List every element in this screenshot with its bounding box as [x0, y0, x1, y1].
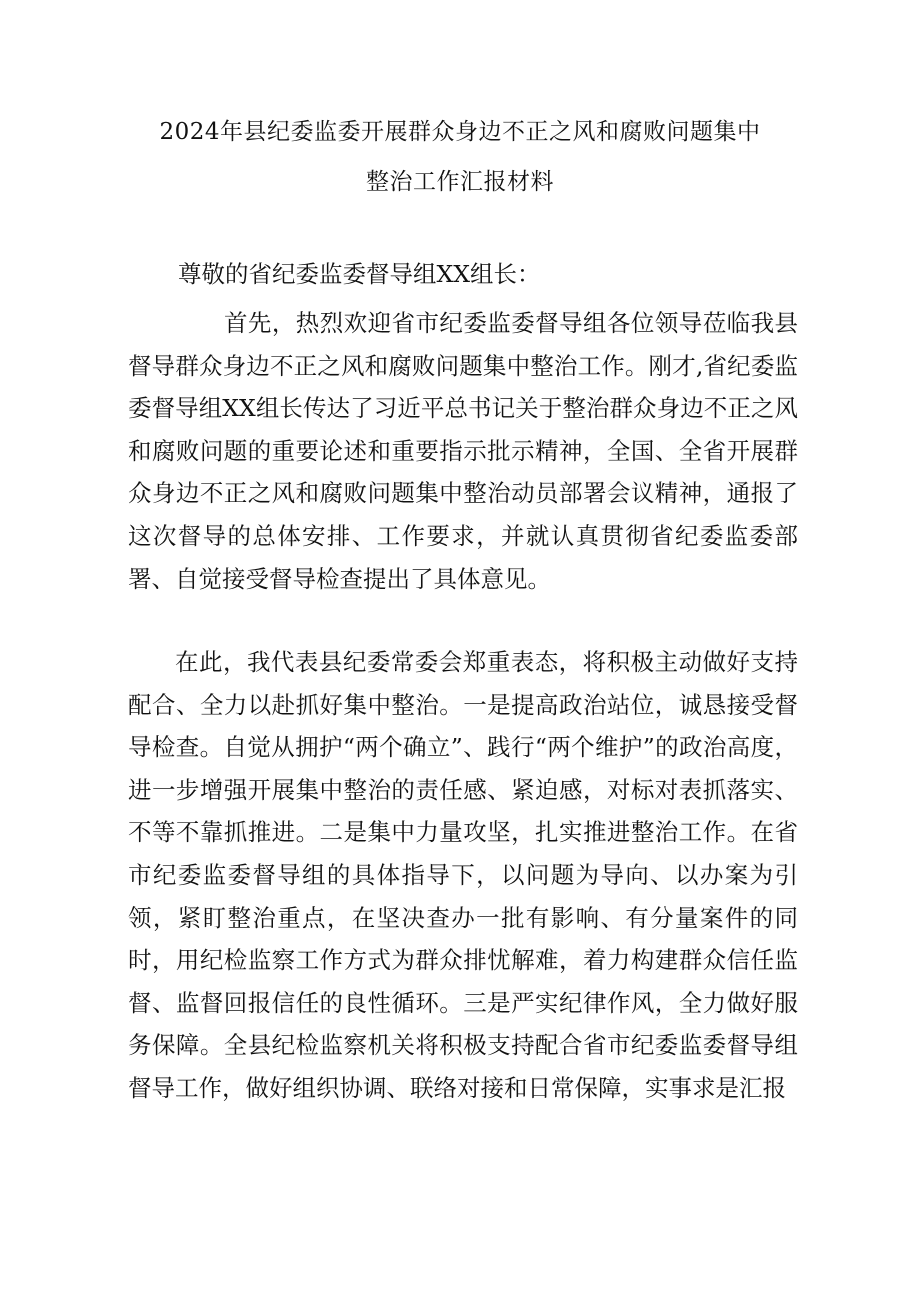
paragraph-commitment: 在此，我代表县纪委常委会郑重表态，将积极主动做好支持配合、全力以赴抓好集中整治。一是提高政治站位，诚恳接受督导检查。自觉从拥护“两个确立”、践行“两个维护”的政治高度，进一步增强开展集中整治的责任感、紧迫感，对标对表抓落实、不等不靠抓推进。二是集中力量攻坚，扎实推进整治工作。在省市纪委监委督导组的具体指导下，以问题为导向、以办案为引领，紧盯整治重点，在坚决查办一批有影响、有分量案件的同时，用纪检监察工作方式为群众排忧解难，着力构建群众信任监督、监督回报信任的良性循环。三是严实纪律作风，全力做好服务保障。全县纪检监察机关将积极支持配合省市纪委监委督导组督导工作，做好组织协调、联络对接和日常保障，实事求是汇报	[128, 648, 798, 1102]
document-title-line-1: 2024年县纪委监委开展群众身边不正之风和腐败问题集中	[159, 119, 761, 145]
paragraph-welcome: 首先，热烈欢迎省市纪委监委督导组各位领导莅临我县督导群众身边不正之风和腐败问题集中整治工作。刚才,省纪委监委督导组XX组长传达了习近平总书记关于整治群众身边不正之风和腐败问题的重要论述和重要指示批示精神，全国、全省开展群众身边不正之风和腐败问题集中整治动员部署会议精神，通报了这次督导的总体安排、工作要求，并就认真贯彻省纪委监委部署、自觉接受督导检查提出了具体意见。	[128, 309, 798, 593]
document-title-line-2: 整治工作汇报材料	[366, 169, 554, 195]
salutation: 尊敬的省纪委监委督导组XX组长：	[178, 260, 541, 288]
